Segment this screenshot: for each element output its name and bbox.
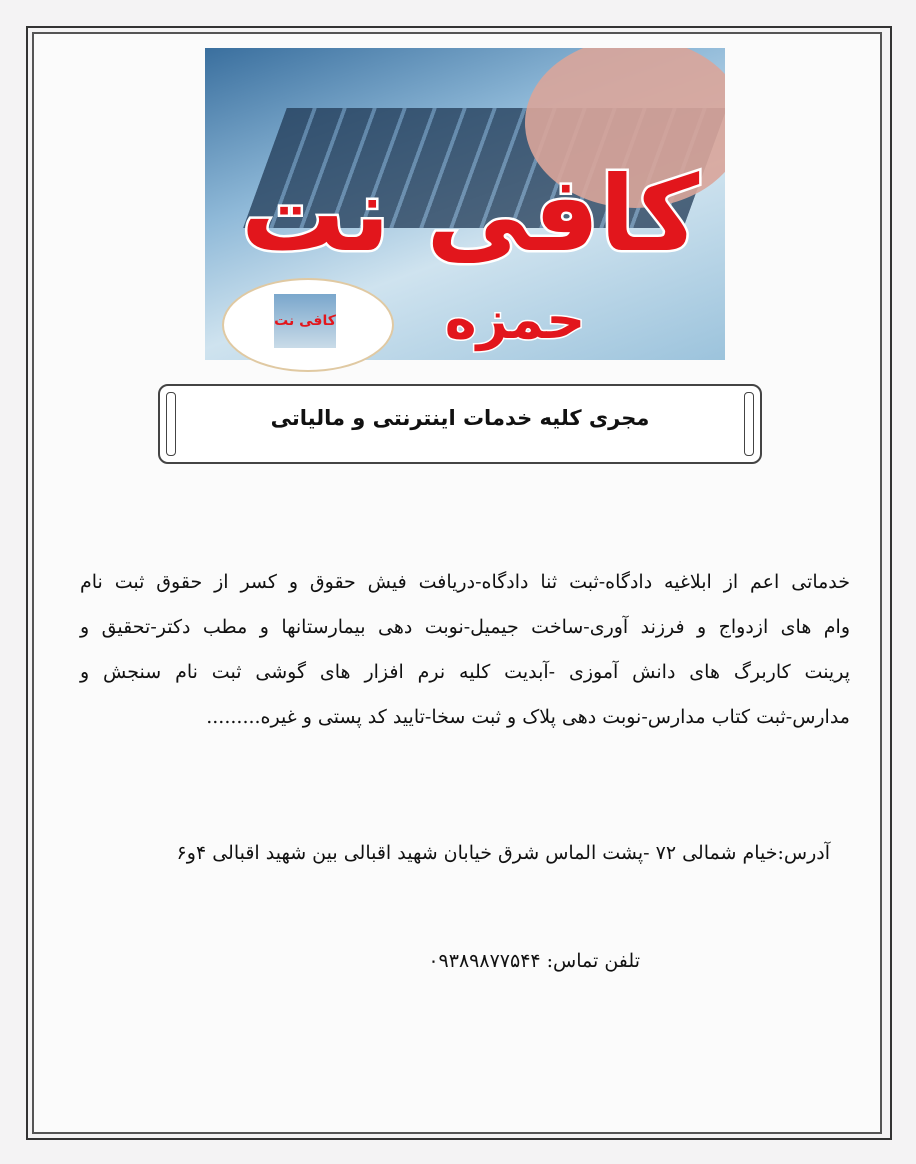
banner-text: مجری کلیه خدمات اینترنتی و مالیاتی — [270, 406, 650, 430]
scroll-banner — [158, 384, 762, 464]
mini-logo: کافی نت — [274, 294, 336, 348]
services-line: وام های ازدواج و فرزند آوری-ساخت جیمیل-نوبت دهی بیمارستانها و مطب دکتر-تحقیق و — [80, 616, 850, 638]
services-line: مدارس-ثبت کتاب مدارس-نوبت دهی پلاک و ثبت سخا-تایید کد پستی و غیره......... — [206, 706, 850, 728]
cloud-badge — [222, 278, 394, 372]
services-line: پرینت کاربرگ های دانش آموزی -آبدیت کلیه نرم افزار های گوشی ثبت نام سنجش و — [80, 661, 850, 683]
services-line: خدماتی اعم از ابلاغیه دادگاه-ثبت ثنا دادگاه-دریافت فیش حقوق و کسر از حقوق ثبت نام — [80, 571, 850, 593]
services-paragraph — [80, 560, 850, 740]
logo-subtitle: حمزه — [444, 288, 586, 351]
address: آدرس:خیام شمالی ۷۲ -پشت الماس شرق خیابان شهید اقبالی بین شهید اقبالی ۴و۶ — [176, 842, 830, 864]
logo-title: کافی نت — [240, 153, 700, 275]
phone-number: تلفن تماس: ۰۹۳۸۹۸۷۷۵۴۴ — [428, 950, 640, 972]
